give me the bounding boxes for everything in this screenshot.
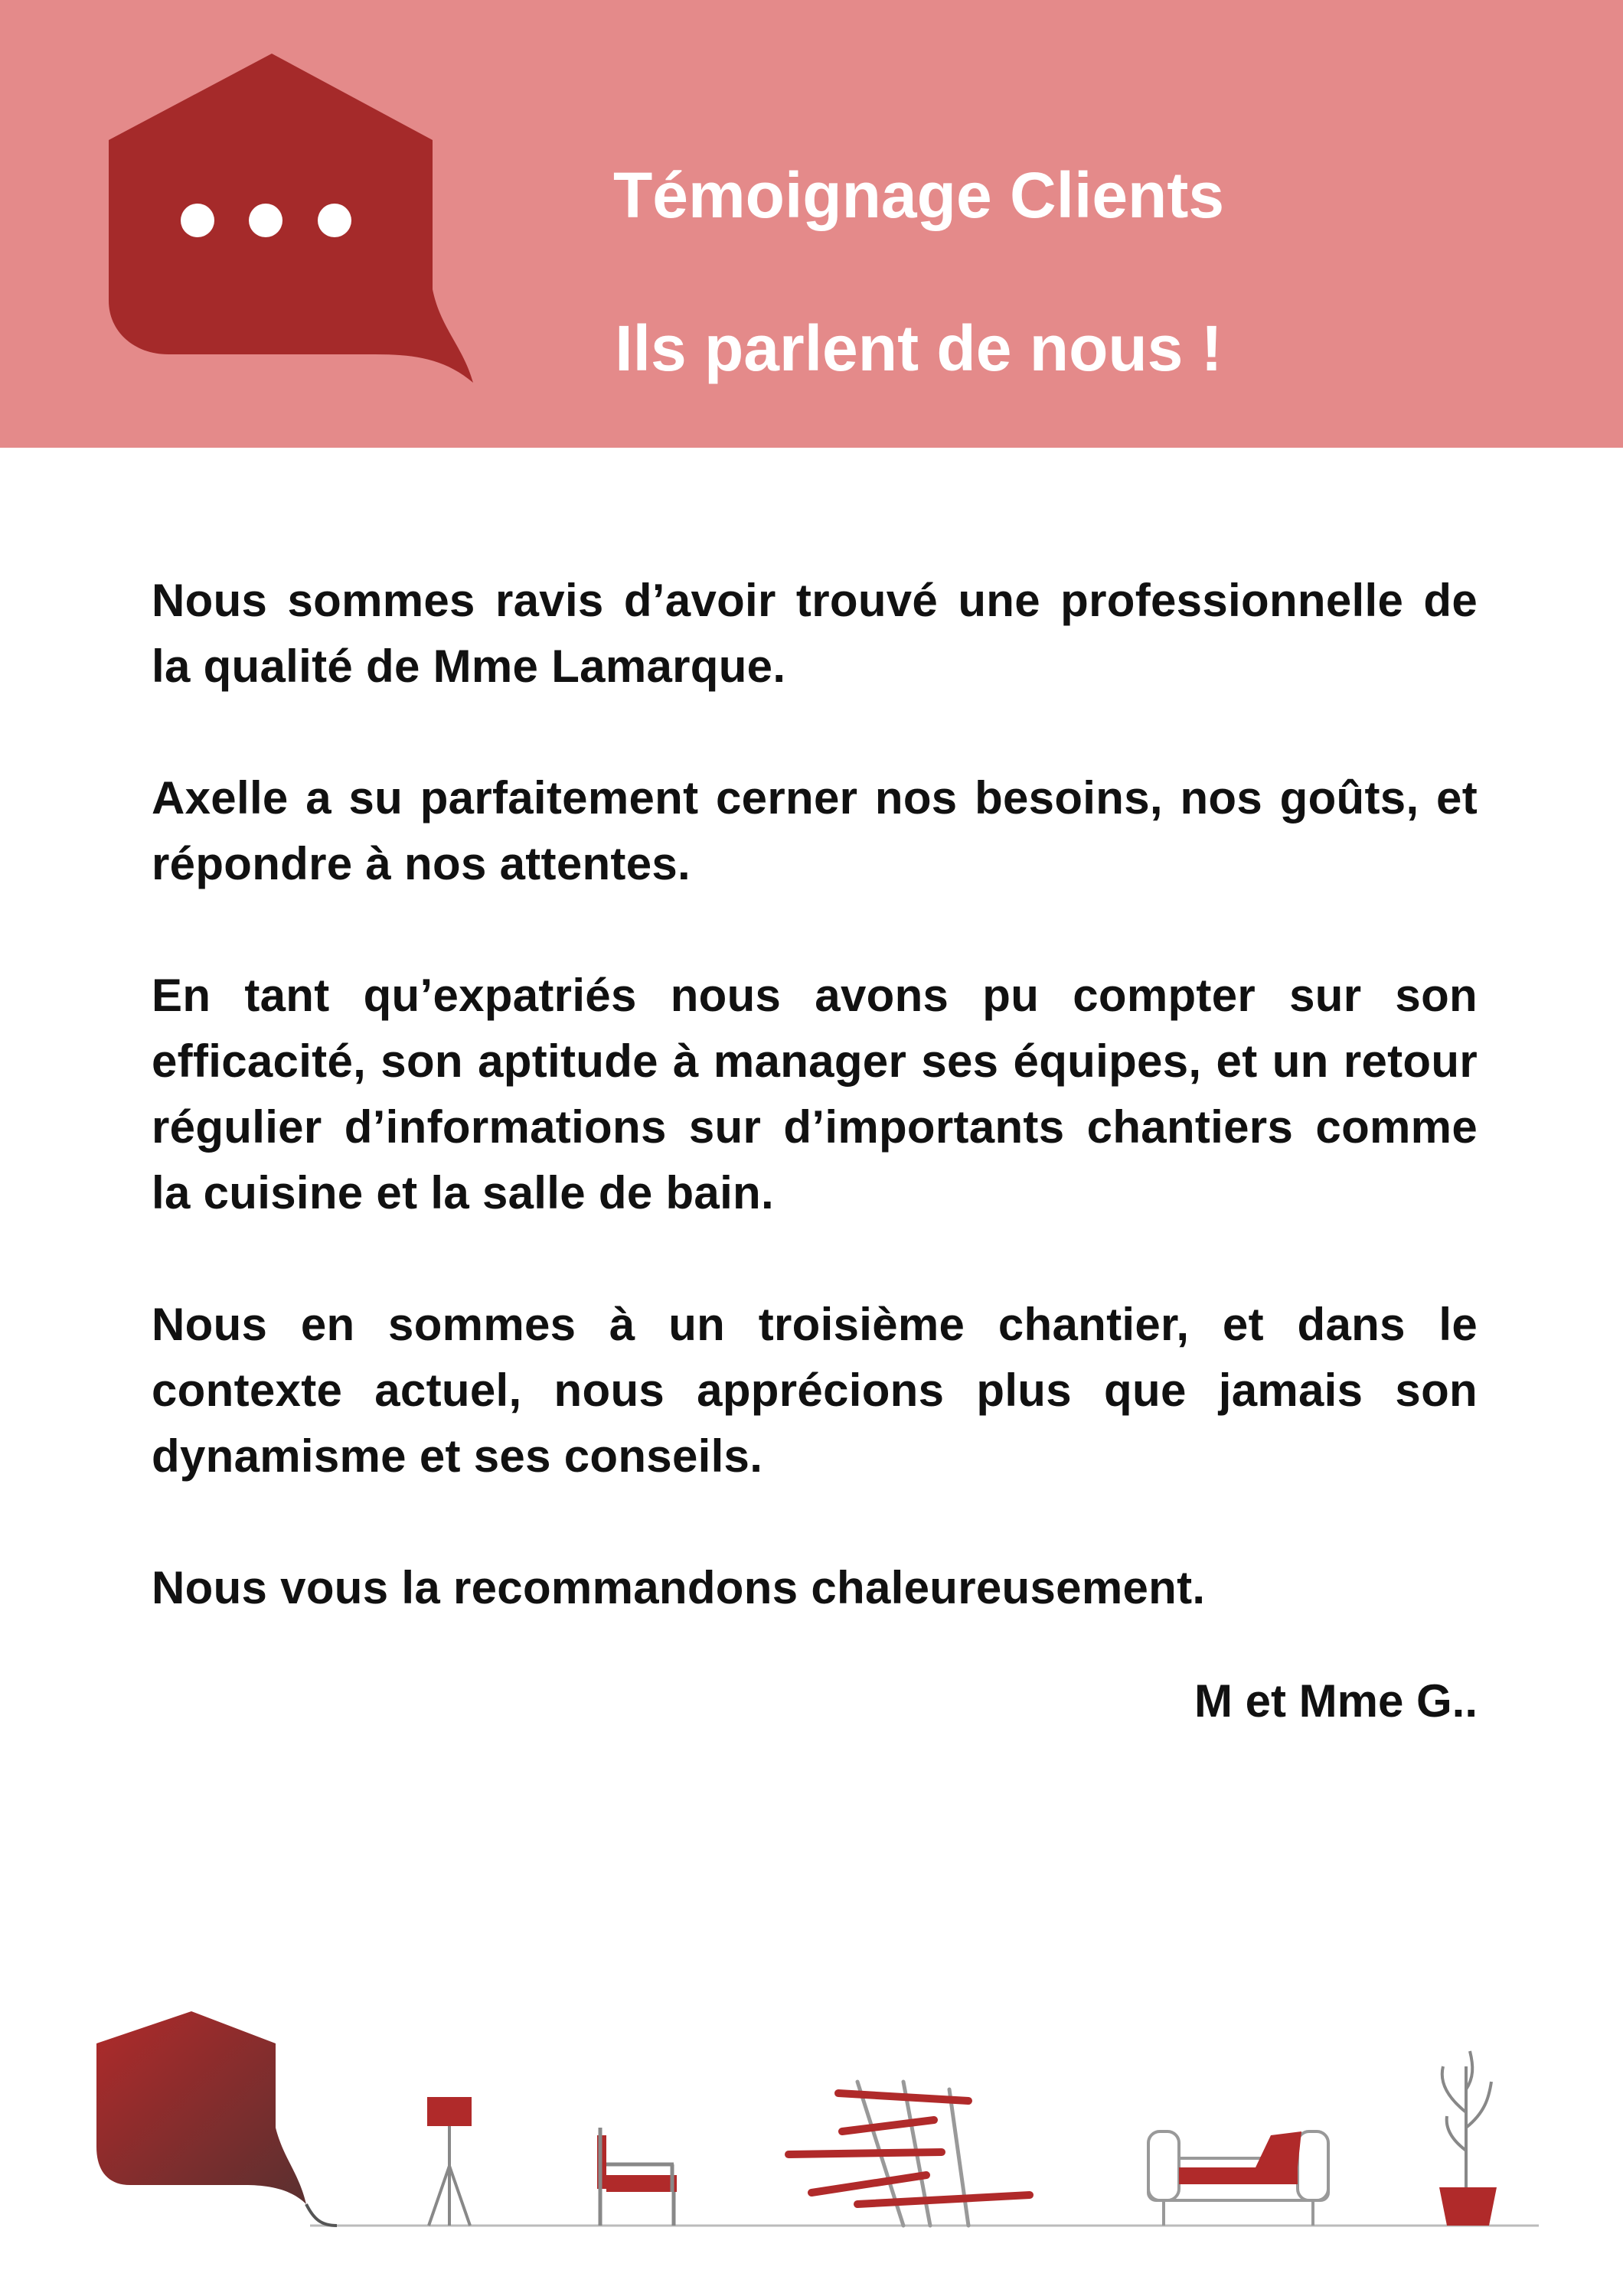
potted-plant-icon [1439,2051,1497,2226]
header-banner [0,0,1623,448]
testimonial-paragraph: Axelle a su parfaitement cerner nos besoins, nos goûts, et répondre à nos attentes. [152,772,1478,889]
shelf-sticks-icon [789,2082,1030,2226]
armchair-icon [597,2128,677,2226]
speech-house-icon [107,52,475,389]
testimonial-paragraph: Nous vous la recommandons chaleureusement. [152,1562,1206,1613]
page-title: Témoignage Clients [612,159,1225,231]
testimonial-paragraph: En tant qu’expatriés nous avons pu compter sur son efficacité, son aptitude à manager ses équipes, et un retour régulier d’informations sur d’importants chantiers comme la cuisine et la salle de bain. [152,970,1478,1218]
floor-lamp-icon [427,2097,472,2226]
footer-illustration [0,1975,1623,2265]
signature: M et Mme G.. [1194,1675,1478,1727]
speech-house-icon [96,2011,337,2226]
testimonial-paragraph: Nous en sommes à un troisième chantier, et dans le contexte actuel, nous apprécions plus que jamais son dynamisme et ses conseils. [152,1299,1478,1482]
testimonial-paragraph: Nous sommes ravis d’avoir trouvé une professionnelle de la qualité de Mme Lamarque. [152,575,1478,692]
page-subtitle: Ils parlent de nous ! [615,312,1223,384]
testimonial-body [152,568,1478,1687]
sofa-icon [1148,2131,1328,2226]
